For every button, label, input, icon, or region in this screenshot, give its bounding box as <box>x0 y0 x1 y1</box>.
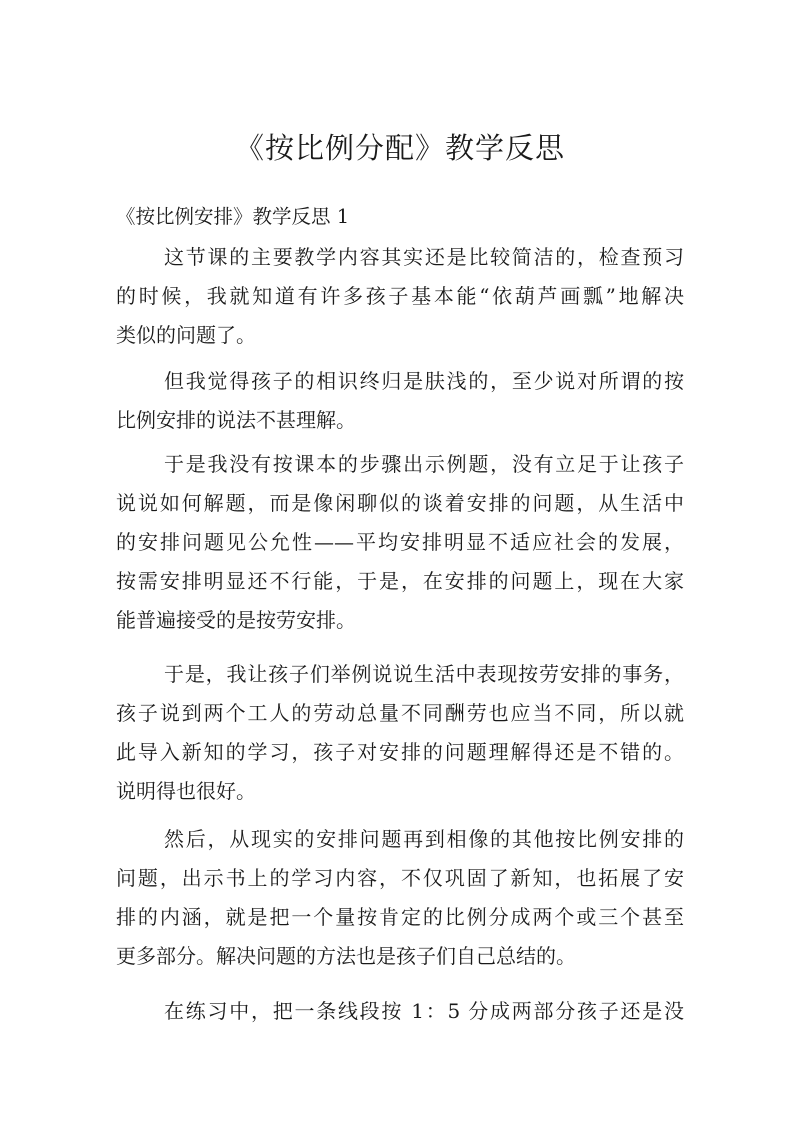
paragraph-3 <box>116 445 684 640</box>
document-subtitle: 《按比例安排》教学反思 1 <box>116 205 350 228</box>
paragraph-line: 排的内涵，就是把一个量按肯定的比例分成两个或三个甚至 <box>116 905 684 929</box>
paragraph-5 <box>116 820 684 976</box>
paragraph-line: 但我觉得孩子的相识终归是肤浅的，至少说对所谓的按 <box>164 369 684 393</box>
paragraph-line: 的时候，我就知道有许多孩子基本能“依葫芦画瓢”地解决 <box>116 284 684 308</box>
paragraph-line: 说明得也很好。 <box>116 779 256 803</box>
paragraph-line: 的安排问题见公允性——平均安排明显不适应社会的发展， <box>116 530 684 554</box>
paragraph-line: 能普遍接受的是按劳安排。 <box>116 608 356 632</box>
paragraph-line: 说说如何解题，而是像闲聊似的谈着安排的问题，从生活中 <box>116 491 684 515</box>
paragraph-line: 更多部分。解决问题的方法也是孩子们自己总结的。 <box>116 944 576 968</box>
paragraph-1 <box>116 238 684 355</box>
paragraph-line: 在练习中，把一条线段按 1：5 分成两部分孩子还是没 <box>164 999 684 1023</box>
document-title: 《按比例分配》教学反思 <box>234 131 565 165</box>
paragraph-line: 按需安排明显还不行能，于是，在安排的问题上，现在大家 <box>116 569 684 593</box>
paragraph-line: 这节课的主要教学内容其实还是比较简洁的，检查预习 <box>164 245 684 269</box>
paragraph-line: 类似的问题了。 <box>116 323 256 347</box>
paragraph-4 <box>116 655 684 811</box>
paragraph-6 <box>116 992 684 1031</box>
paragraph-line: 于是，我让孩子们举例说说生活中表现按劳安排的事务， <box>164 662 684 686</box>
paragraph-line: 孩子说到两个工人的劳动总量不同酬劳也应当不同，所以就 <box>116 701 684 725</box>
paragraph-line: 此导入新知的学习，孩子对安排的问题理解得还是不错的。 <box>116 740 684 764</box>
paragraph-line: 然后，从现实的安排问题再到相像的其他按比例安排的 <box>164 827 684 851</box>
paragraph-line: 比例安排的说法不甚理解。 <box>116 408 356 432</box>
paragraph-line: 于是我没有按课本的步骤出示例题，没有立足于让孩子 <box>164 452 684 476</box>
paragraph-line: 问题，出示书上的学习内容，不仅巩固了新知，也拓展了安 <box>116 866 684 890</box>
paragraph-2 <box>116 362 684 440</box>
